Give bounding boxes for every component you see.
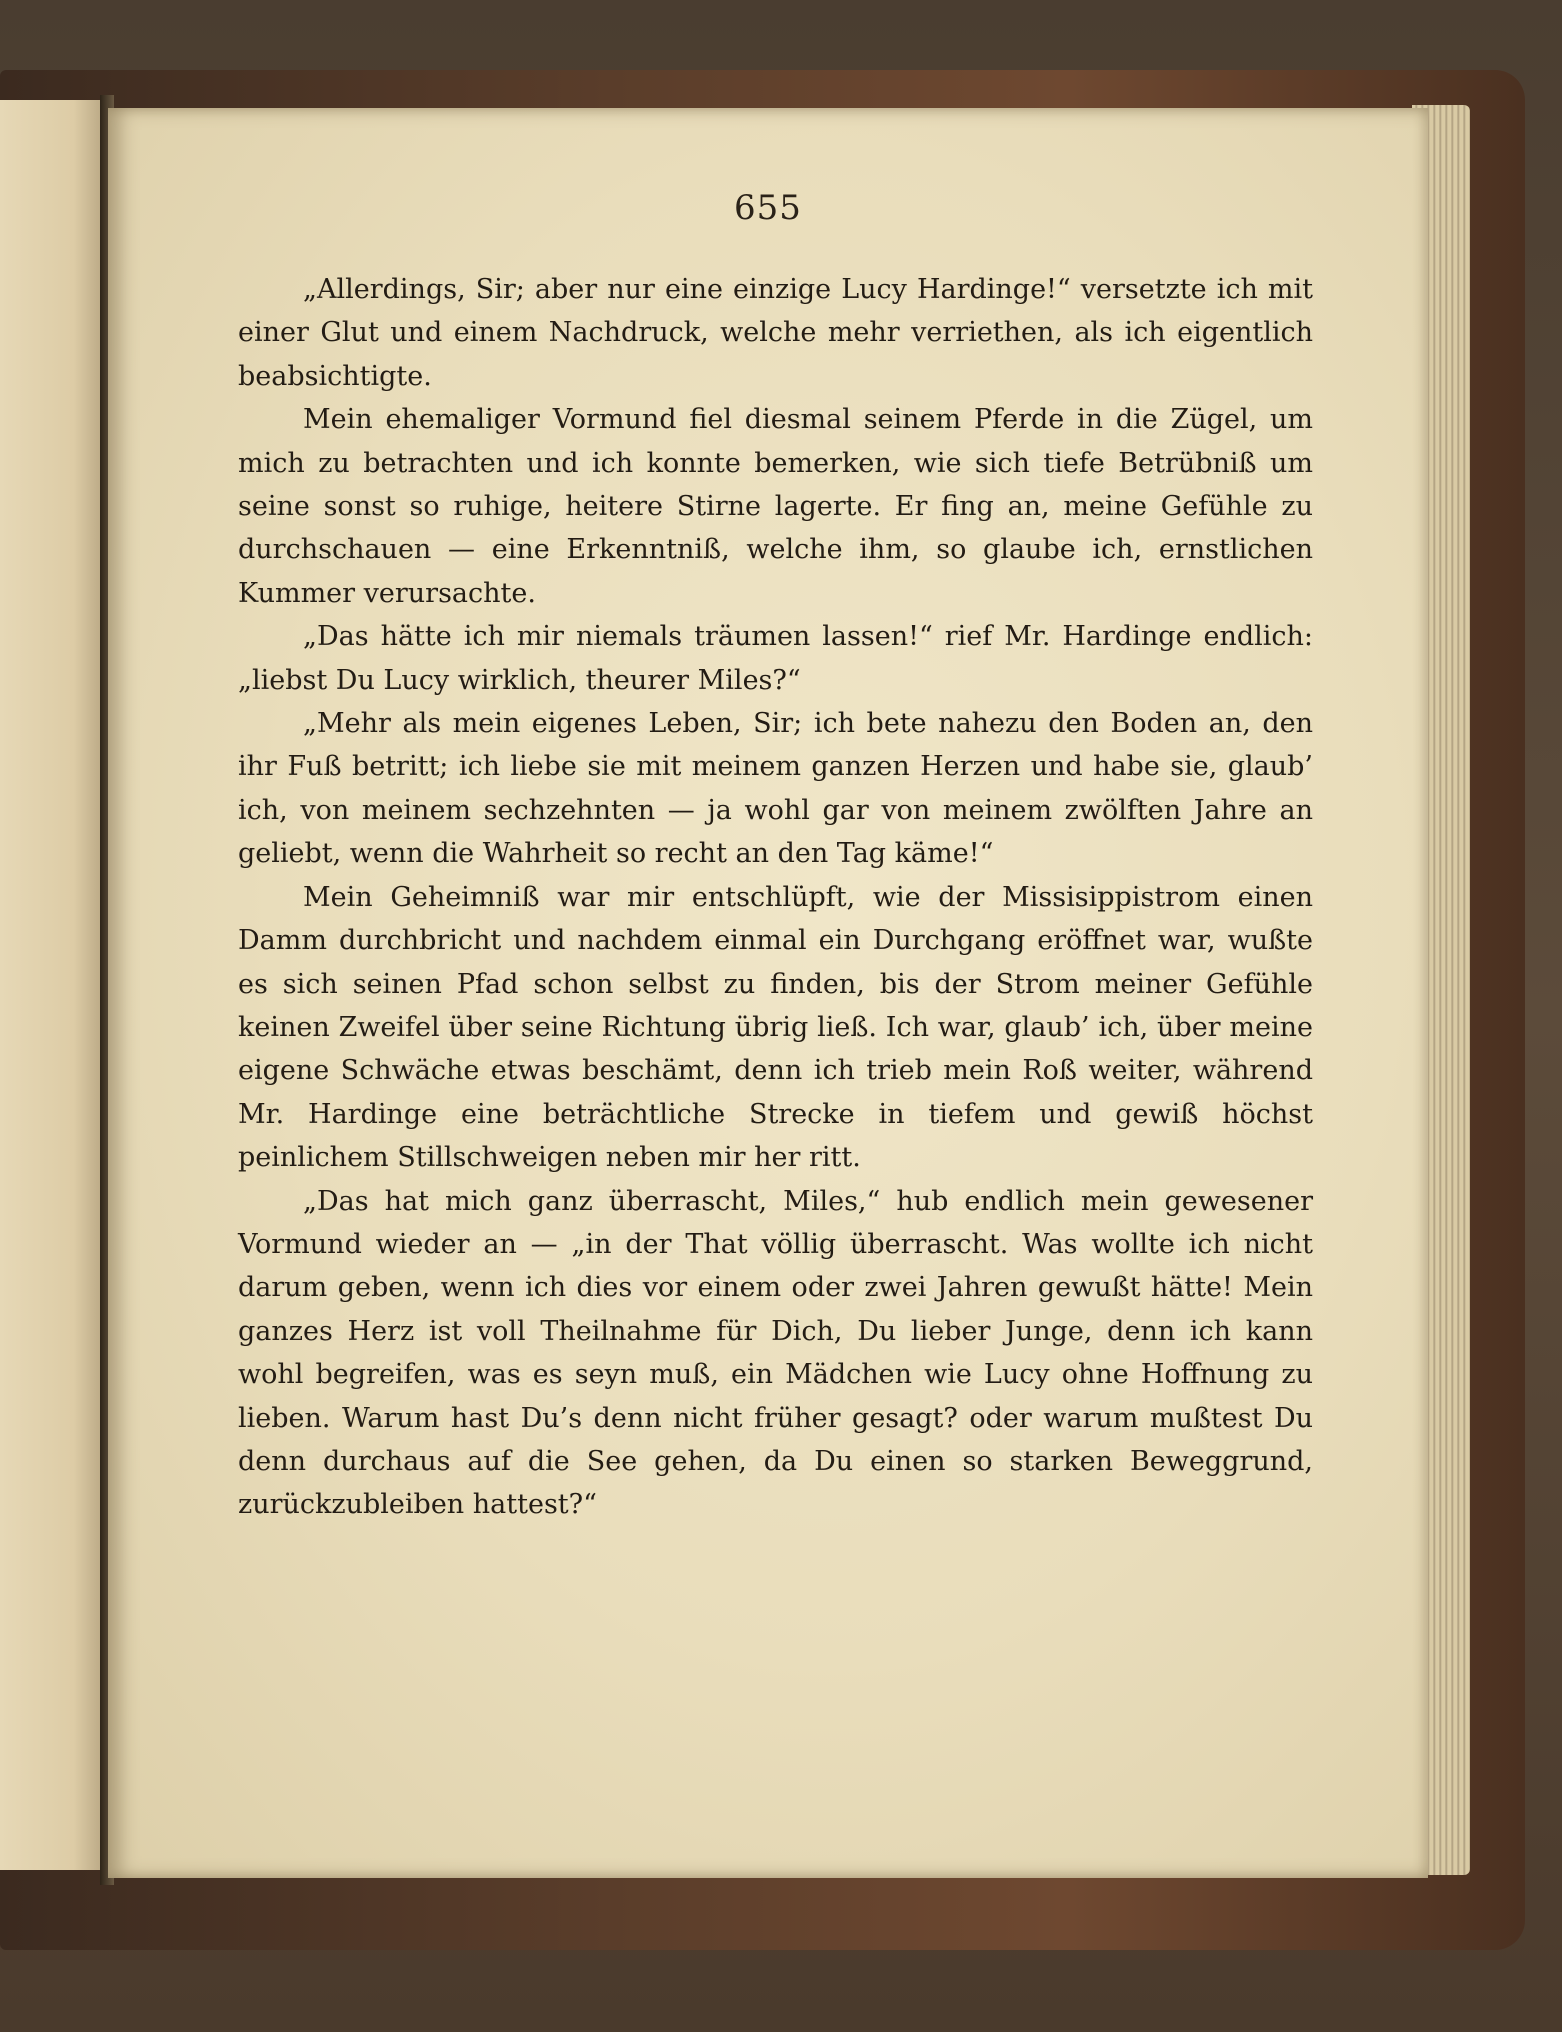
page-body [238, 268, 1313, 1527]
paragraph: „Das hätte ich mir niemals träumen lassen!“ rief Mr. Hardinge endlich: „liebst Du Lucy wirklich, theurer Miles?“ [238, 621, 1313, 696]
page-number: 655 [734, 188, 802, 228]
paragraph: „Mehr als mein eigenes Leben, Sir; ich bete nahezu den Boden an, den ihr Fuß betritt; ich liebe sie mit meinem ganzen Herzen und habe sie, glaub’ ich, von meinem sechzehnten — ja wohl gar von meinem zwölften Jahre an geliebt, wenn die Wahrheit so recht an den Tag käme!“ [238, 708, 1313, 870]
paragraph: „Das hat mich ganz überrascht, Miles,“ hub endlich mein gewesener Vormund wieder an — „in der That völlig überrascht. Was wollte ich nicht darum geben, wenn ich dies vor einem oder zwei Jahren gewußt hätte! Mein ganzes Herz ist voll Theilnahme für Dich, Du lieber Junge, denn ich kann wohl begreifen, was es seyn muß, ein Mädchen wie Lucy ohne Hoffnung zu lieben. Warum hast Du’s denn nicht früher gesagt? oder warum mußtest Du denn durchaus auf die See gehen, da Du einen so starken Beweggrund, zurückzubleiben hattest?“ [238, 1185, 1313, 1521]
paragraph: Mein Geheimniß war mir entschlüpft, wie der Missisippistrom einen Damm durchbricht und nachdem einmal ein Durchgang eröffnet war, wußte es sich seinen Pfad schon selbst zu finden, bis der Strom meiner Gefühle keinen Zweifel über seine Richtung übrig ließ. Ich war, glaub’ ich, über meine eigene Schwäche etwas beschämt, denn ich trieb mein Roß weiter, während Mr. Hardinge eine beträchtliche Strecke in tiefem und gewiß höchst peinlichem Stillschweigen neben mir her ritt. [238, 881, 1313, 1174]
paragraph: Mein ehemaliger Vormund fiel diesmal seinem Pferde in die Zügel, um mich zu betrachten und ich konnte bemerken, wie sich tiefe Betrübniß um seine sonst so ruhige, heitere Stirne lagerte. Er fing an, meine Gefühle zu durchschauen — eine Erkenntniß, welche ihm, so glaube ich, ernstlichen Kummer verursachte. [238, 404, 1313, 609]
book-page [108, 108, 1428, 1878]
left-page-edge [0, 100, 108, 1870]
paragraph: „Allerdings, Sir; aber nur eine einzige Lucy Hardinge!“ versetzte ich mit einer Glut und einem Nachdruck, welche mehr verriethen, als ich eigentlich beabsichtigte. [238, 274, 1313, 392]
